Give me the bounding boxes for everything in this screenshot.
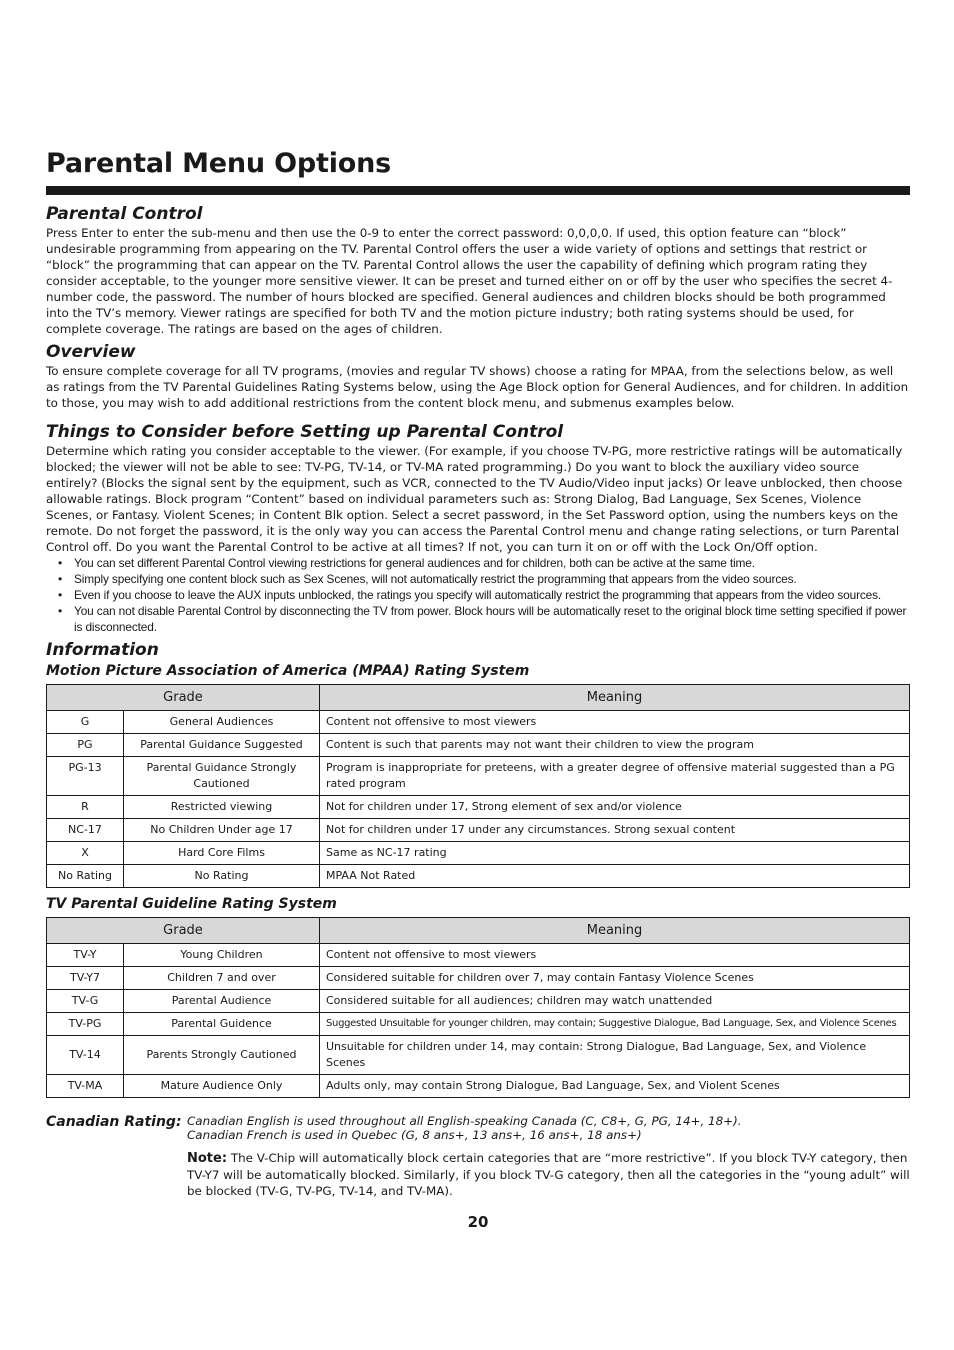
- grade-header: Grade: [47, 685, 320, 711]
- title-divider: [46, 186, 910, 195]
- table-row: [47, 711, 910, 734]
- table-row: [47, 865, 910, 888]
- rating-code: TV-14: [47, 1036, 124, 1075]
- rating-meaning: Content not offensive to most viewers: [320, 711, 910, 734]
- page-number: 20: [467, 1213, 489, 1231]
- bullet-item: • Even if you choose to leave the AUX inputs unblocked, the ratings you specify will automatically restrict the programming that appears from the video sources.: [46, 587, 910, 603]
- table-row: [47, 842, 910, 865]
- note-text: The V-Chip will automatically block certain categories that are “more restrictive”. If you block TV-Y category, then TV-Y7 will be automatically blocked. Similarly, if you block TV-G category, then all the categories in the “young adult” will be blocked (TV-G, TV-PG, TV-14, and TV-MA).: [187, 1151, 910, 1198]
- things-bullet-list: [46, 555, 910, 635]
- rating-code: TV-Y7: [47, 967, 124, 990]
- overview-body: To ensure complete coverage for all TV programs, (movies and regular TV shows) choose a rating for MPAA, from the selections below, as well as ratings from the TV Parental Guidelines Rating Systems below, using the Age Block option for General Audiences, and for children. In addition to those, you may wish to add additional restrictions from the content block menu, and submenus examples below.: [46, 364, 909, 410]
- table-row: [47, 796, 910, 819]
- table-row: [47, 967, 910, 990]
- rating-meaning: Suggested Unsuitable for younger children, may contain; Suggestive Dialogue, Bad Language, Sex, and Violence Scenes: [320, 1013, 910, 1036]
- canadian-rating-text: [187, 1114, 742, 1142]
- rating-meaning: Not for children under 17 under any circumstances. Strong sexual content: [320, 819, 910, 842]
- rating-code: PG: [47, 734, 124, 757]
- rating-meaning: Considered suitable for children over 7, may contain Fantasy Violence Scenes: [320, 967, 910, 990]
- rating-name: No Children Under age 17: [124, 819, 320, 842]
- parental-control-body: Press Enter to enter the sub-menu and then use the 0-9 to enter the correct password: 0,0,0,0. If used, this option feature can “block” undesirable programming from appearing on the TV. Parental Control offers the user a wide variety of options and settings that restrict or “block” the programming that can appear on the TV. Parental Control allows the user the capability of defining which program rating they consider acceptable, to the younger more sensitive viewer. It can be preset and turned either on or off by the user who specifies the secret 4-number code, the password. The number of hours blocked are specified. General audiences and children blocks should be both programmed into the TV’s memory. Viewer ratings are specified for both TV and the motion picture industry; both rating systems should be used, for complete coverage. The ratings are based on the ages of children.: [46, 226, 893, 336]
- table-row: [47, 757, 910, 796]
- canadian-rating-block: [46, 1114, 910, 1142]
- rating-name: Parents Strongly Cautioned: [124, 1036, 320, 1075]
- rating-meaning: Adults only, may contain Strong Dialogue, Bad Language, Sex, and Violent Scenes: [320, 1075, 910, 1098]
- bullet-item: • You can not disable Parental Control by disconnecting the TV from power. Block hours will be automatically reset to the original block time setting specified if power is disconnected.: [46, 603, 910, 635]
- tv-guideline-table: [46, 917, 910, 1098]
- information-heading: Information: [46, 640, 159, 660]
- rating-meaning: Unsuitable for children under 14, may contain: Strong Dialogue, Bad Language, Sex, and Violence Scenes: [320, 1036, 910, 1075]
- table-header-row: [47, 685, 910, 711]
- rating-code: X: [47, 842, 124, 865]
- rating-code: TV-G: [47, 990, 124, 1013]
- table-row: [47, 819, 910, 842]
- rating-meaning: Considered suitable for all audiences; children may watch unattended: [320, 990, 910, 1013]
- rating-code: TV-PG: [47, 1013, 124, 1036]
- table-header-row: [47, 918, 910, 944]
- canadian-rating-label: Canadian Rating:: [46, 1114, 182, 1130]
- rating-name: Parental Guidance Strongly Cautioned: [124, 757, 320, 796]
- rating-meaning: Content not offensive to most viewers: [320, 944, 910, 967]
- mpaa-table: [46, 684, 910, 888]
- bullet-item: • You can set different Parental Control viewing restrictions for general audiences and for children, both can be active at the same time.: [46, 555, 910, 571]
- parental-control-heading: Parental Control: [46, 204, 203, 224]
- rating-code: R: [47, 796, 124, 819]
- rating-name: No Rating: [124, 865, 320, 888]
- meaning-header: Meaning: [320, 685, 910, 711]
- rating-meaning: Program is inappropriate for preteens, with a greater degree of offensive material suggested than a PG rated program: [320, 757, 910, 796]
- canadian-french-line: Canadian French is used in Quebec (G, 8 ans+, 13 ans+, 16 ans+, 18 ans+): [187, 1128, 642, 1142]
- meaning-header: Meaning: [320, 918, 910, 944]
- rating-code: G: [47, 711, 124, 734]
- rating-name: General Audiences: [124, 711, 320, 734]
- table-row: [47, 1013, 910, 1036]
- rating-code: TV-Y: [47, 944, 124, 967]
- rating-meaning: Content is such that parents may not want their children to view the program: [320, 734, 910, 757]
- table-row: [47, 944, 910, 967]
- rating-name: Young Children: [124, 944, 320, 967]
- rating-code: TV-MA: [47, 1075, 124, 1098]
- mpaa-table-title: Motion Picture Association of America (MPAA) Rating System: [46, 663, 530, 679]
- rating-code: NC-17: [47, 819, 124, 842]
- rating-name: Mature Audience Only: [124, 1075, 320, 1098]
- table-row: [47, 1036, 910, 1075]
- rating-name: Parental Audience: [124, 990, 320, 1013]
- rating-name: Restricted viewing: [124, 796, 320, 819]
- rating-name: Parental Guidance Suggested: [124, 734, 320, 757]
- table-row: [47, 990, 910, 1013]
- rating-name: Parental Guidence: [124, 1013, 320, 1036]
- page-title: Parental Menu Options: [46, 148, 392, 179]
- things-heading: Things to Consider before Setting up Parental Control: [46, 422, 564, 442]
- table-row: [47, 1075, 910, 1098]
- rating-meaning: MPAA Not Rated: [320, 865, 910, 888]
- rating-name: Hard Core Films: [124, 842, 320, 865]
- things-body: Determine which rating you consider acceptable to the viewer. (For example, if you choose TV-PG, more restrictive ratings will be automatically blocked; the viewer will not be able to see: TV-PG, TV-14, or TV-MA rated programming.) Do you want to block the auxiliary video source entirely? (Blocks the signal sent by the equipment, such as VCR, connected to the TV Audio/Video input jacks) Or leave unblocked, then choose allowable ratings. Block program “Content” based on individual parameters such as: Strong Dialog, Bad Language, Sex Scenes, Violence Scenes, or Fantasy. Violent Scenes; in Content Blk option. Select a secret password, in the Set Password option, using the numbers keys on the remote. Do not forget the password, it is the only way you can access the Parental Control menu and change rating selections, or turn Parental Control off. Do you want the Parental Control to be active at all times? If not, you can turn it on or off with the Lock On/Off option.: [46, 444, 903, 554]
- note-label: Note:: [187, 1151, 228, 1166]
- overview-heading: Overview: [46, 342, 136, 362]
- rating-name: Children 7 and over: [124, 967, 320, 990]
- rating-meaning: Not for children under 17, Strong element of sex and/or violence: [320, 796, 910, 819]
- tv-table-title: TV Parental Guideline Rating System: [46, 896, 337, 912]
- rating-code: No Rating: [47, 865, 124, 888]
- canadian-english-line: Canadian English is used throughout all English-speaking Canada (C, C8+, G, PG, 14+, 18+).: [187, 1114, 742, 1128]
- grade-header: Grade: [47, 918, 320, 944]
- vchip-note: [187, 1150, 910, 1199]
- bullet-item: • Simply specifying one content block such as Sex Scenes, will not automatically restrict the programming that appears from the video sources.: [46, 571, 910, 587]
- table-row: [47, 734, 910, 757]
- rating-code: PG-13: [47, 757, 124, 796]
- page: [46, 146, 910, 1231]
- rating-meaning: Same as NC-17 rating: [320, 842, 910, 865]
